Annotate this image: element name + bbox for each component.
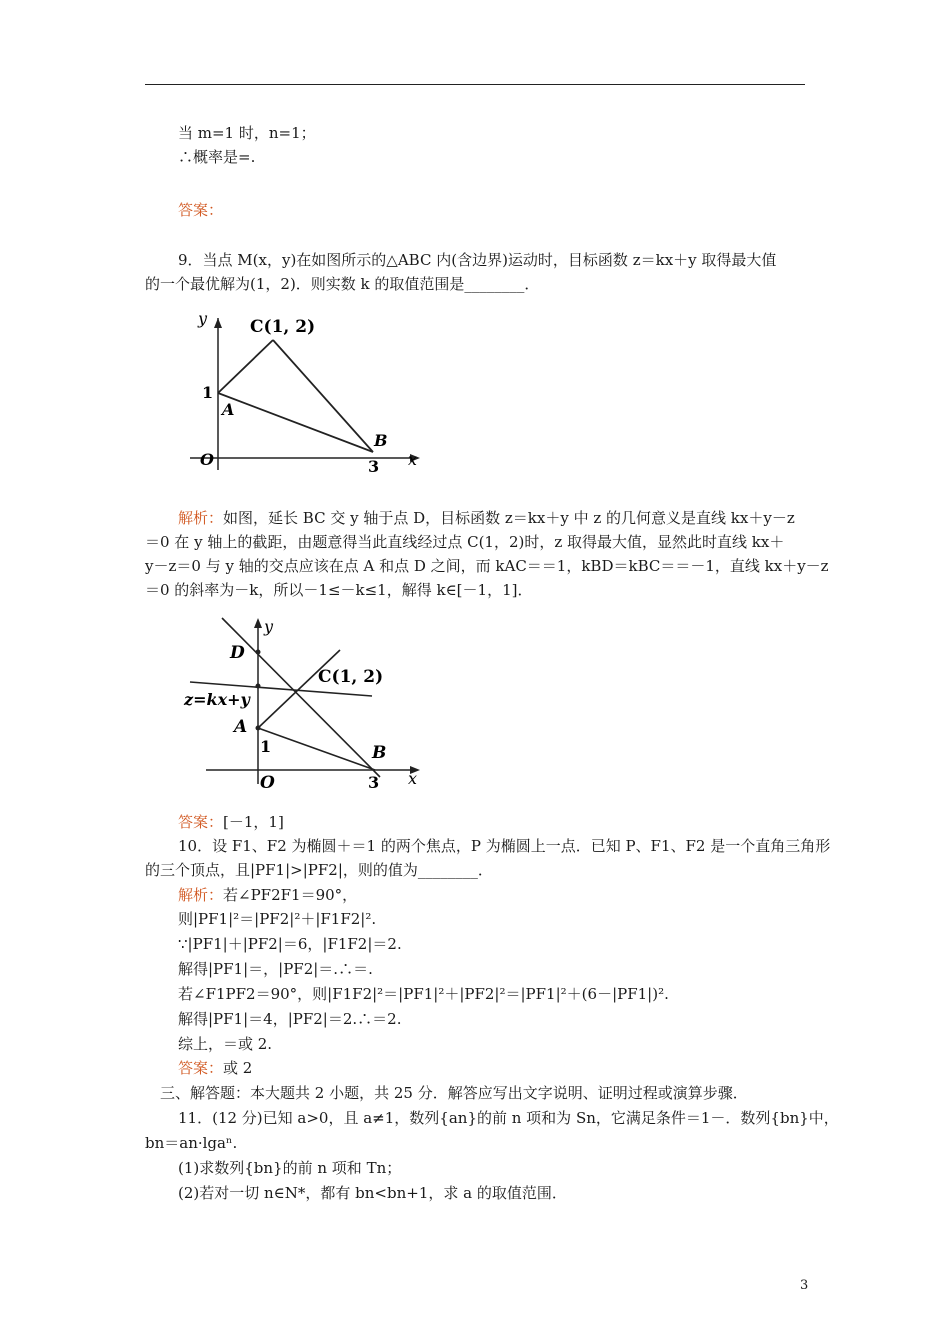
solution-10-line: 解得|PF1|＝，|PF2|＝.∴＝. <box>178 960 373 978</box>
point-a-label: A <box>222 400 235 419</box>
figure-triangle-abc <box>180 300 440 480</box>
figure-solution-9 <box>180 612 440 797</box>
question-11-line: 11．(12 分)已知 a>0，且 a≠1，数列{an}的前 n 项和为 Sn，它满足条件＝1－．数列{bn}中， <box>178 1109 839 1127</box>
solution-text: 若∠PF2F1＝90°， <box>223 886 358 904</box>
solution-10-line: 解得|PF1|＝4，|PF2|＝2.∴＝2. <box>178 1010 402 1028</box>
header-rule <box>145 84 805 85</box>
point-a-label: A <box>234 717 248 737</box>
solution-9-line: y－z＝0 与 y 轴的交点应该在点 A 和点 D 之间，而 kAC＝＝1，kBD＝kBC＝＝－1，直线 kx＋y－z <box>145 557 829 575</box>
solution-10-line: 综上，＝或 2. <box>178 1035 273 1053</box>
solution-9-line: ＝0 在 y 轴上的截距，由题意得当此直线经过点 C(1，2)时，z 取得最大值，显然此时直线 kx＋ <box>145 533 785 551</box>
solution-label: 解析： <box>178 886 224 904</box>
question-9-line: 的一个最优解为(1，2)．则实数 k 的取值范围是________． <box>145 275 540 293</box>
point-b-label: B <box>372 743 387 763</box>
question-11-line: bn＝an·lgaⁿ. <box>145 1134 238 1152</box>
question-9-line: 9．当点 M(x，y)在如图所示的△ABC 内(含边界)运动时，目标函数 z＝kx＋y 取得最大值 <box>178 251 777 269</box>
solution-9-line: ＝0 的斜率为－k，所以－1≤－k≤1，解得 k∈[－1，1]． <box>145 581 533 599</box>
question-10-line: 10．设 F1、F2 为椭圆＋＝1 的两个焦点，P 为椭圆上一点．已知 P、F1、F2 是一个直角三角形 <box>178 837 831 855</box>
answer-label: 答案： <box>178 1059 224 1077</box>
answer-value: 或 2 <box>223 1059 253 1077</box>
answer-label: 答案： <box>178 201 224 219</box>
line-z-label: z=kx+y <box>184 690 250 709</box>
tick-label-1: 1 <box>202 383 214 402</box>
axis-x-label: x <box>408 769 418 788</box>
tick-label-1: 1 <box>260 737 272 756</box>
solution-label: 解析： <box>178 509 224 527</box>
point-c-label: C(1, 2) <box>318 667 384 687</box>
question-11-line: (1)求数列{bn}的前 n 项和 Tn； <box>178 1159 402 1177</box>
page-number: 3 <box>800 1278 809 1293</box>
axis-y-label: y <box>264 617 274 636</box>
axis-x-label: x <box>408 450 418 469</box>
text-line: 当 m=1 时，n=1； <box>178 124 316 142</box>
point-b-label: B <box>374 431 388 450</box>
solution-10-line: 则|PF1|²＝|PF2|²＋|F1F2|². <box>178 910 377 928</box>
answer-10-line <box>178 1058 252 1078</box>
question-10-line: 的三个顶点，且|PF1|>|PF2|，则的值为________． <box>145 861 493 879</box>
solution-10-line <box>178 885 357 905</box>
solution-text: 如图，延长 BC 交 y 轴于点 D，目标函数 z＝kx＋y 中 z 的几何意义是直线 kx＋y－z <box>223 509 795 527</box>
origin-label: O <box>200 450 214 469</box>
tick-label-3: 3 <box>368 773 380 792</box>
text-line: ∴概率是=. <box>178 148 256 166</box>
question-11-line: (2)若对一切 n∈N*，都有 bn<bn+1，求 a 的取值范围． <box>178 1184 567 1202</box>
point-d-label: D <box>230 643 245 663</box>
answer-9-line <box>178 812 284 832</box>
answer-value: [－1，1] <box>223 813 284 831</box>
solution-10-line: ∵|PF1|＋|PF2|＝6，|F1F2|＝2. <box>178 935 402 953</box>
point-c-label: C(1, 2) <box>250 317 316 337</box>
answer-label: 答案： <box>178 813 224 831</box>
tick-label-3: 3 <box>368 457 380 476</box>
axis-y-label: y <box>198 309 208 328</box>
solution-9-line <box>178 508 795 528</box>
section-heading: 三、解答题：本大题共 2 小题，共 25 分．解答应写出文字说明、证明过程或演算步骤． <box>160 1084 748 1102</box>
origin-label: O <box>260 773 275 793</box>
solution-10-line: 若∠F1PF2＝90°，则|F1F2|²＝|PF1|²＋|PF2|²＝|PF1|²＋(6－|PF1|)². <box>178 985 669 1003</box>
